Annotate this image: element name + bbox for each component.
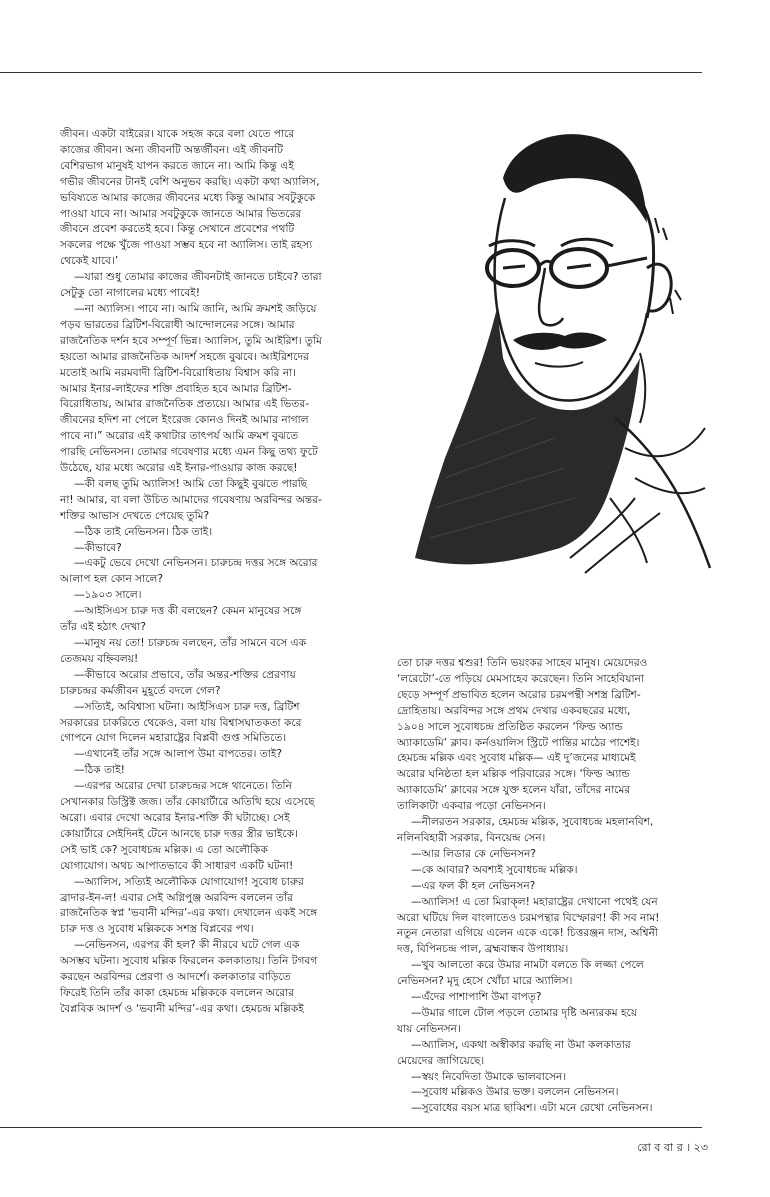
- text-line: নতুন নেতারা এগিয়ে এলেন একে একে! চিত্তরঞ্জন দাস, অশ্বিনী: [397, 927, 658, 940]
- text-line: —কীভাবে?: [74, 541, 122, 554]
- text-line: সকলের পক্ষে খুঁজে পাওয়া সম্ভব হবে না অ্যালিস। তাই রহস্য: [60, 239, 313, 252]
- text-line: পারছি নেভিনসন। তোমার গবেষণার মধ্যে এমন কিছু তথ্য ফুটে: [60, 446, 318, 459]
- text-line: সেখানকার ডিস্ট্রিক্ট জজ। তাঁর কোয়ার্টারে অতিথি হয়ে এসেছে: [60, 796, 315, 809]
- nose-line: [539, 268, 563, 325]
- text-line: —অ্যালিস, একথা অস্বীকার করছি না উমা কলকাতার: [411, 1038, 631, 1051]
- text-line: উঠেছে, যার মধ্যে অরোর এই ইনার-পাওয়ার কাজ করছে!: [60, 462, 298, 475]
- text-line: ‘লরেটো’-তে পড়িয়ে মেমসাহেব করেছেন। তিনি সাহেবিয়ানা: [397, 672, 644, 685]
- text-line: করছেন অরবিন্দর প্রেরণা ও আদর্শে। কলকাতার বাড়িতে: [60, 971, 291, 984]
- text-line: —এর ফল কী হল নেভিনসন?: [411, 879, 536, 892]
- text-line: চারুচন্দ্রর কর্মজীবন মুহূর্তে বদলে গেল?: [60, 684, 221, 697]
- text-line: —না অ্যালিস। পাবে না। আমি জানি, আমি ক্রমশই জড়িয়ে: [74, 302, 317, 315]
- text-line: —এঁদের পাশাপাশি উমা বাপতৃ?: [411, 991, 542, 1004]
- text-line: অরো। এবার দেখো অরোর ইনার-শক্তি কী ঘটাচ্ছে। সেই: [60, 811, 290, 824]
- text-line: গোপনে যোগ দিলেন মহারাষ্ট্রের বিপ্লবী গুপ্ত সমিতিতে।: [60, 732, 287, 745]
- text-line: —একটু ভেবে দেখো নেভিনসন। চারুচন্দ্র দত্তর সঙ্গে অরোর: [74, 557, 318, 570]
- text-line: তালিকাটা একবার পড়ো নেভিনসন।: [397, 800, 546, 813]
- text-line: —আইসিএস চারু দত্ত কী বলছেন? কেমন মানুষের সঙ্গে: [74, 605, 302, 618]
- text-line: রাজনৈতিক স্বপ্ন ‘ভবানী মন্দির’-এর কথা। দেখালেন একই সঙ্গে: [60, 907, 318, 920]
- text-line: চারু দত্ত ও সুবোধ মল্লিককে সশস্ত্র বিপ্লবের পথ।: [60, 923, 254, 936]
- text-line: ব্রাদার-ইন-ল! এবার সেই অগ্নিপুঞ্জ অরবিন্দ বললেন তাঁর: [60, 891, 293, 904]
- text-line: —অ্যালিস, সত্যিই অলৌকিক যোগাযোগ! সুবোধ চারুর: [74, 875, 304, 888]
- text-line: —নেভিনসন, এরপর কী হল? কী নীরবে ঘটে গেল এক: [74, 939, 300, 952]
- text-line: তো চারু দত্তর শ্বশুর! তিনি ভয়ংকর সাহেব মানুষ। মেয়েদেরও: [397, 657, 648, 669]
- text-line: পাবে না।” অরোর এই কথাটার তাৎপর্য আমি ক্রমশ বুঝতে: [60, 430, 299, 443]
- text-line: তেজময় বহ্নিবলয়!: [60, 652, 139, 665]
- text-line: —অ্যালিস! এ তো মিরাক্‌ল! মহারাষ্ট্রের দেখানো পথেই যেন: [411, 895, 658, 908]
- moustache-shape: [513, 333, 607, 350]
- text-line: —আর লিডার কে নেভিনসন?: [411, 847, 537, 860]
- page-footer: রো ব বা র । ২৩: [637, 1141, 708, 1154]
- text-line: পাওয়া যাবে না। আমার সবটুকুকে জানতে আমার ভিতরের: [60, 207, 302, 220]
- text-line: —উমার গালে টোল পড়লে তোমার দৃষ্টি অন্যরকম হয়ে: [411, 1006, 638, 1019]
- text-line: বৈপ্লবিক আদর্শ ও ‘ভবানী মন্দির’-এর কথা। হেমচন্দ্র মল্লিকই: [60, 1002, 304, 1015]
- text-line: জীবনের হদিশ না পেলে ইংরেজ কোনও দিনই আমার নাগাল: [60, 414, 309, 427]
- text-line: হেমচন্দ্র মল্লিক এবং সুবোধ মল্লিক— এই দু’জনের মাধ্যমেই: [397, 752, 636, 765]
- text-line: —নীলরতন সরকার, হেমচন্দ্র মল্লিক, সুবোধচন্দ্র মহলানবিশ,: [411, 816, 654, 829]
- text-line: অরো ঘটিয়ে দিল বাংলাতেও চরমপন্থার বিস্ফোরণ! কী সব নাম!: [397, 911, 660, 924]
- text-line: —কী বলছ তুমি অ্যালিস! আমি তো কিছুই বুঝতে পারছি: [74, 477, 308, 490]
- text-line: পড়ব ভারতের ব্রিটিশ-বিরোধী আন্দোলনের সঙ্গে। আমার: [60, 318, 295, 331]
- text-line: —ঠিক তাই!: [74, 764, 125, 777]
- text-line: অরোর ঘনিষ্ঠতা হল মল্লিক পরিবারের সঙ্গে। ‘ফিল্ড অ্যান্ড: [397, 768, 630, 781]
- text-line: —কে আবার? অবশ্যই সুবোধচন্দ্র মল্লিক।: [411, 863, 578, 876]
- text-line: সরকারের চাকরিতে থেকেও, বলা যায় বিশ্বাসঘাতকতা করে: [60, 716, 302, 729]
- text-line: —সত্যিই, অবিশ্বাস্য ঘটনা। আইসিএস চারু দত্ত, ব্রিটিশ: [74, 700, 300, 713]
- text-line: মতোই আমি নরমবাদী ব্রিটিশ-বিরোধিতায় বিশ্বাস করি না।: [60, 366, 297, 379]
- text-line: বিরোধিতায়, আমার রাজনৈতিক প্রত্যয়ে। আমার এই ভিতর-: [60, 398, 310, 411]
- text-line: —খুব আলতো করে উমার নামটা বলতে কি লজ্জা পেলে: [411, 959, 644, 972]
- text-line: না! আমার, বা বলা উচিত আমাদের গবেষণায় অরবিন্দর অন্তর-: [60, 493, 322, 506]
- text-line: কোয়ার্টারে সেইদিনই টেনে আনছে চারু দত্তর স্ত্রীর ভাইকে।: [60, 827, 298, 840]
- text-line: শক্তির আভাস দেখতে পেয়েছ তুমি?: [60, 509, 210, 522]
- text-line: —স্বয়ং নিবেদিতা উমাকে ভালবাসেন।: [411, 1070, 567, 1083]
- text-line: ১৯০৪ সালে সুবোধচন্দ্র প্রতিষ্ঠিত করলেন ‘ফিল্ড অ্যান্ড: [397, 720, 623, 733]
- text-line: মেয়েদের জাগিয়েছে।: [397, 1054, 485, 1067]
- right-text-column: [397, 656, 705, 1117]
- text-line: —মানুষ নয় তো! চারুচন্দ্র বলছেন, তাঁর সামনে বসে এক: [74, 637, 307, 649]
- text-line: সেটুকু তো নাগালের মধ্যে পাবেই!: [60, 287, 200, 300]
- text-line: —১৯০৩ সালে।: [74, 589, 142, 602]
- text-line: থেকেই যাবে।’: [60, 255, 119, 268]
- text-line: যায় নেভিনসন।: [397, 1022, 461, 1035]
- text-line: —কীভাবে অরোর প্রভাবে, তাঁর অন্তর-শক্তির প্রেরণায়: [74, 668, 296, 681]
- text-line: তাঁর এই হঠাৎ দেখা?: [60, 621, 146, 634]
- text-line: —ঠিক তাই নেভিনসন। ঠিক তাই।: [74, 525, 213, 538]
- text-line: জীবন। একটা বাইরের। যাকে সহজ করে বলা যেতে পারে: [60, 128, 295, 140]
- text-line: যোগাযোগ। অথচ আপাতভাবে কী সাধারণ একটি ঘটনা!: [60, 859, 294, 872]
- text-line: সেই ভাই কে? সুবোধচন্দ্র মল্লিক। এ তো অলৌকিক: [60, 843, 268, 856]
- text-line: অ্যাকাডেমি’ ক্লাব। কর্নওয়ালিস স্ট্রিটে পান্তির মাঠের পাশেই।: [397, 736, 640, 749]
- text-line: আলাপ হল কোন সালে?: [60, 573, 164, 586]
- text-line: জীবনে প্রবেশ করতেই হবে। কিন্তু সেখানে প্রবেশের পথটি: [60, 223, 295, 236]
- text-line: —এখানেই তাঁর সঙ্গে আলাপ উমা বাপতের। তাই?: [74, 748, 282, 761]
- text-line: দত্ত, বিপিনচন্দ্র পাল, ব্রহ্মবান্ধব উপাধ্যায়।: [397, 943, 569, 956]
- text-line: কাজের জীবন। অন্য জীবনটি অন্তর্জীবন। এই জীবনটি: [60, 143, 283, 156]
- portrait-sketch: [385, 118, 720, 598]
- text-line: অসম্ভব ঘটনা। সুবোধ মল্লিক ফিরলেন কলকাতায়। তিনি টগবগ: [60, 955, 318, 968]
- portrait-illustration: [385, 118, 720, 598]
- face-outline: [495, 198, 647, 401]
- text-line: ছেড়ে সম্পূর্ণ প্রভাবিত হলেন অরোর চরমপন্থী সশস্ত্র ব্রিটিশ-: [397, 688, 641, 701]
- text-line: —যারা শুধু তোমার কাজের জীবনটাই জানতে চাইবে? তারা: [74, 271, 322, 284]
- text-line: আমার ইনার-লাইফের শক্তি প্রবাহিত হবে আমার ব্রিটিশ-: [60, 382, 292, 395]
- text-line: বেশিরভাগ মানুষই যাপন করতে জানে না। আমি কিন্তু এই: [60, 159, 294, 172]
- bottom-rule: [0, 1127, 702, 1128]
- text-line: নলিনবিহারী সরকার, বিনয়েন্দ্র সেন।: [397, 831, 546, 844]
- text-line: ভবিষ্যতে আমার কাজের জীবনের মধ্যে কিন্তু আমার সবটুকুকে: [60, 191, 316, 204]
- text-line: —সুবোধ মল্লিকও উমার ভক্ত। বললেন নেভিনসন।: [411, 1086, 619, 1099]
- text-line: রাজনৈতিক দর্শন হবে সম্পূর্ণ ভিন্ন। অ্যালিস, তুমি আইরিশ। তুমি: [60, 334, 322, 347]
- left-text-column: [60, 127, 380, 1018]
- text-line: ফিরেই তিনি তাঁর কাকা হেমচন্দ্র মল্লিককে বললেন অরোর: [60, 986, 295, 999]
- top-rule: [0, 72, 702, 73]
- text-line: নেভিনসন? মৃদু হেসে খোঁচা মারে অ্যালিস।: [397, 975, 573, 988]
- text-line: —সুবোধের বয়স মাত্র ছাব্বিশ। এটা মনে রেখো নেভিনসন।: [411, 1102, 653, 1115]
- text-line: অ্যাকাডেমি’ ক্লাবের সঙ্গে যুক্ত হলেন যাঁরা, তাঁদের নামের: [397, 784, 631, 797]
- text-line: হয়তো আমার রাজনৈতিক আদর্শ সহজে বুঝবে। আইরিশদের: [60, 350, 309, 363]
- text-line: দ্রোহিতায়। অরবিন্দর সঙ্গে প্রথম দেখার একবছরের মধ্যে,: [397, 704, 631, 717]
- text-line: —এরপর অরোর দেখা চারুচন্দ্রর সঙ্গে থানেতে। তিনি: [74, 780, 292, 793]
- text-line: গভীর জীবনের টানই বেশি অনুভব করছি। একটা কথা অ্যালিস,: [60, 175, 320, 188]
